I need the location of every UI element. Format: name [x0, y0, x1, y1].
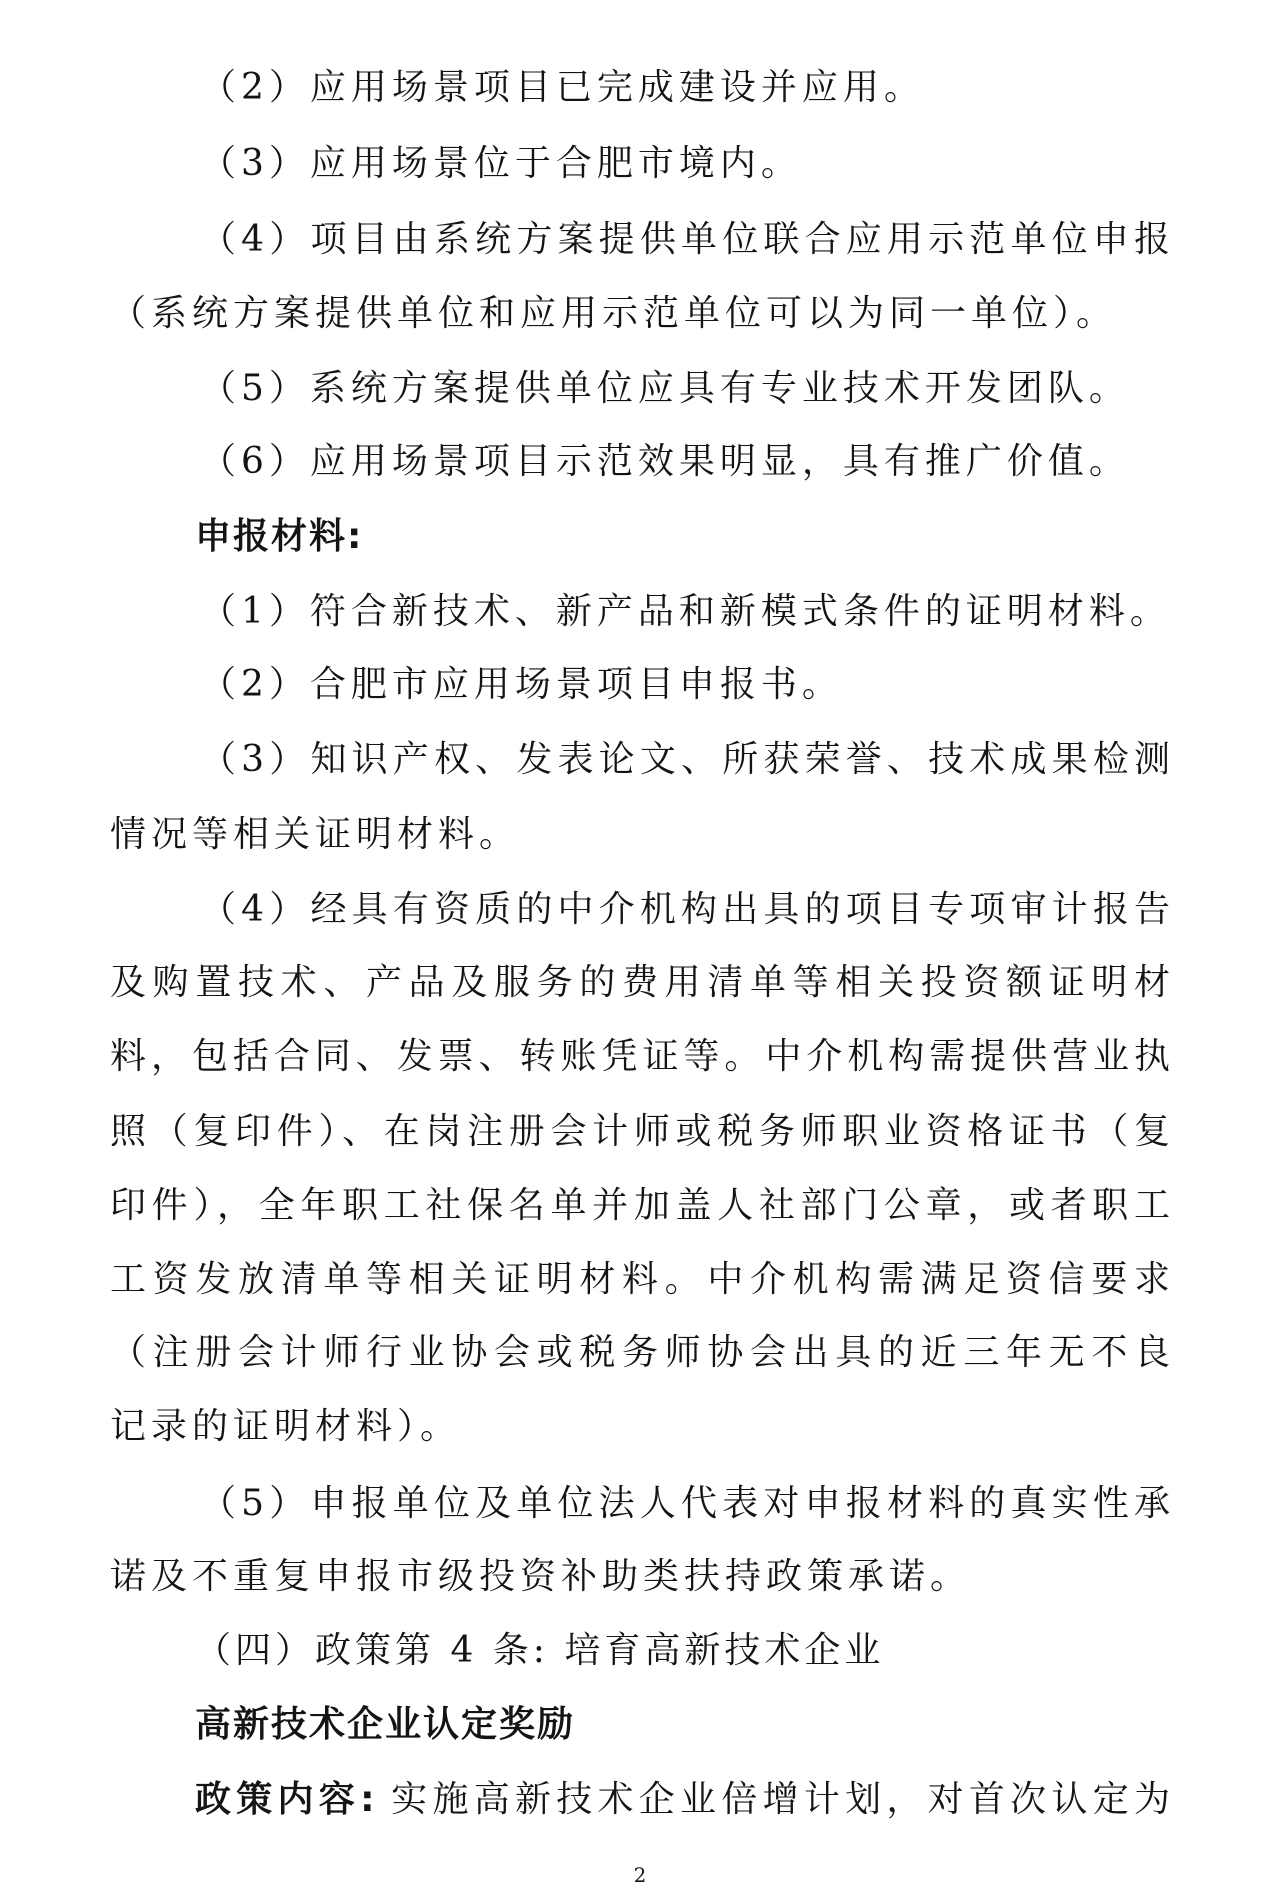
text-line: （2）合肥市应用场景项目申报书。: [200, 664, 843, 705]
text-line: （4）项目由系统方案提供单位联合应用示范单位申报: [200, 219, 1170, 260]
text-line: （6）应用场景项目示范效果明显，具有推广价值。: [200, 441, 1130, 482]
text-line: 诺及不重复申报市级投资补助类扶持政策承诺。: [110, 1556, 972, 1597]
text-line: 情况等相关证明材料。: [110, 814, 521, 855]
policy-subheading: （四）政策第 4 条: 培育高新技术企业: [195, 1630, 885, 1671]
page-number: 2: [633, 1863, 647, 1887]
text-line: 工资发放清单等相关证明材料。中介机构需满足资信要求: [110, 1259, 1170, 1300]
text-line: （2）应用场景项目已完成建设并应用。: [200, 67, 925, 108]
text-line: （1）符合新技术、新产品和新模式条件的证明材料。: [200, 591, 1171, 632]
policy-content-text: 实施高新技术企业倍增计划，对首次认定为: [374, 1779, 1170, 1820]
text-line: （4）经具有资质的中介机构出具的项目专项审计报告: [200, 889, 1170, 930]
policy-content-label: 政策内容:: [195, 1779, 375, 1820]
text-line: （注册会计师行业协会或税务师协会出具的近三年无不良: [110, 1332, 1170, 1373]
text-line: 及购置技术、产品及服务的费用清单等相关投资额证明材: [110, 962, 1170, 1003]
text-line: （5）申报单位及单位法人代表对申报材料的真实性承: [200, 1483, 1170, 1524]
text-line: 料，包括合同、发票、转账凭证等。中介机构需提供营业执: [110, 1036, 1170, 1077]
section-heading: 高新技术企业认定奖励: [195, 1704, 576, 1745]
text-line: （3）知识产权、发表论文、所获荣誉、技术成果检测: [200, 739, 1170, 780]
policy-content-line: [195, 1778, 1170, 1822]
text-line: （3）应用场景位于合肥市境内。: [200, 143, 802, 184]
text-line: （系统方案提供单位和应用示范单位可以为同一单位）。: [110, 293, 1118, 334]
text-line: 记录的证明材料）。: [110, 1406, 462, 1447]
section-heading: 申报材料:: [195, 516, 364, 557]
text-line: （5）系统方案提供单位应具有专业技术开发团队。: [200, 368, 1130, 409]
text-line: 印件），全年职工社保名单并加盖人社部门公章，或者职工: [110, 1185, 1170, 1226]
text-line: 照（复印件）、在岗注册会计师或税务师职业资格证书（复: [110, 1111, 1170, 1152]
